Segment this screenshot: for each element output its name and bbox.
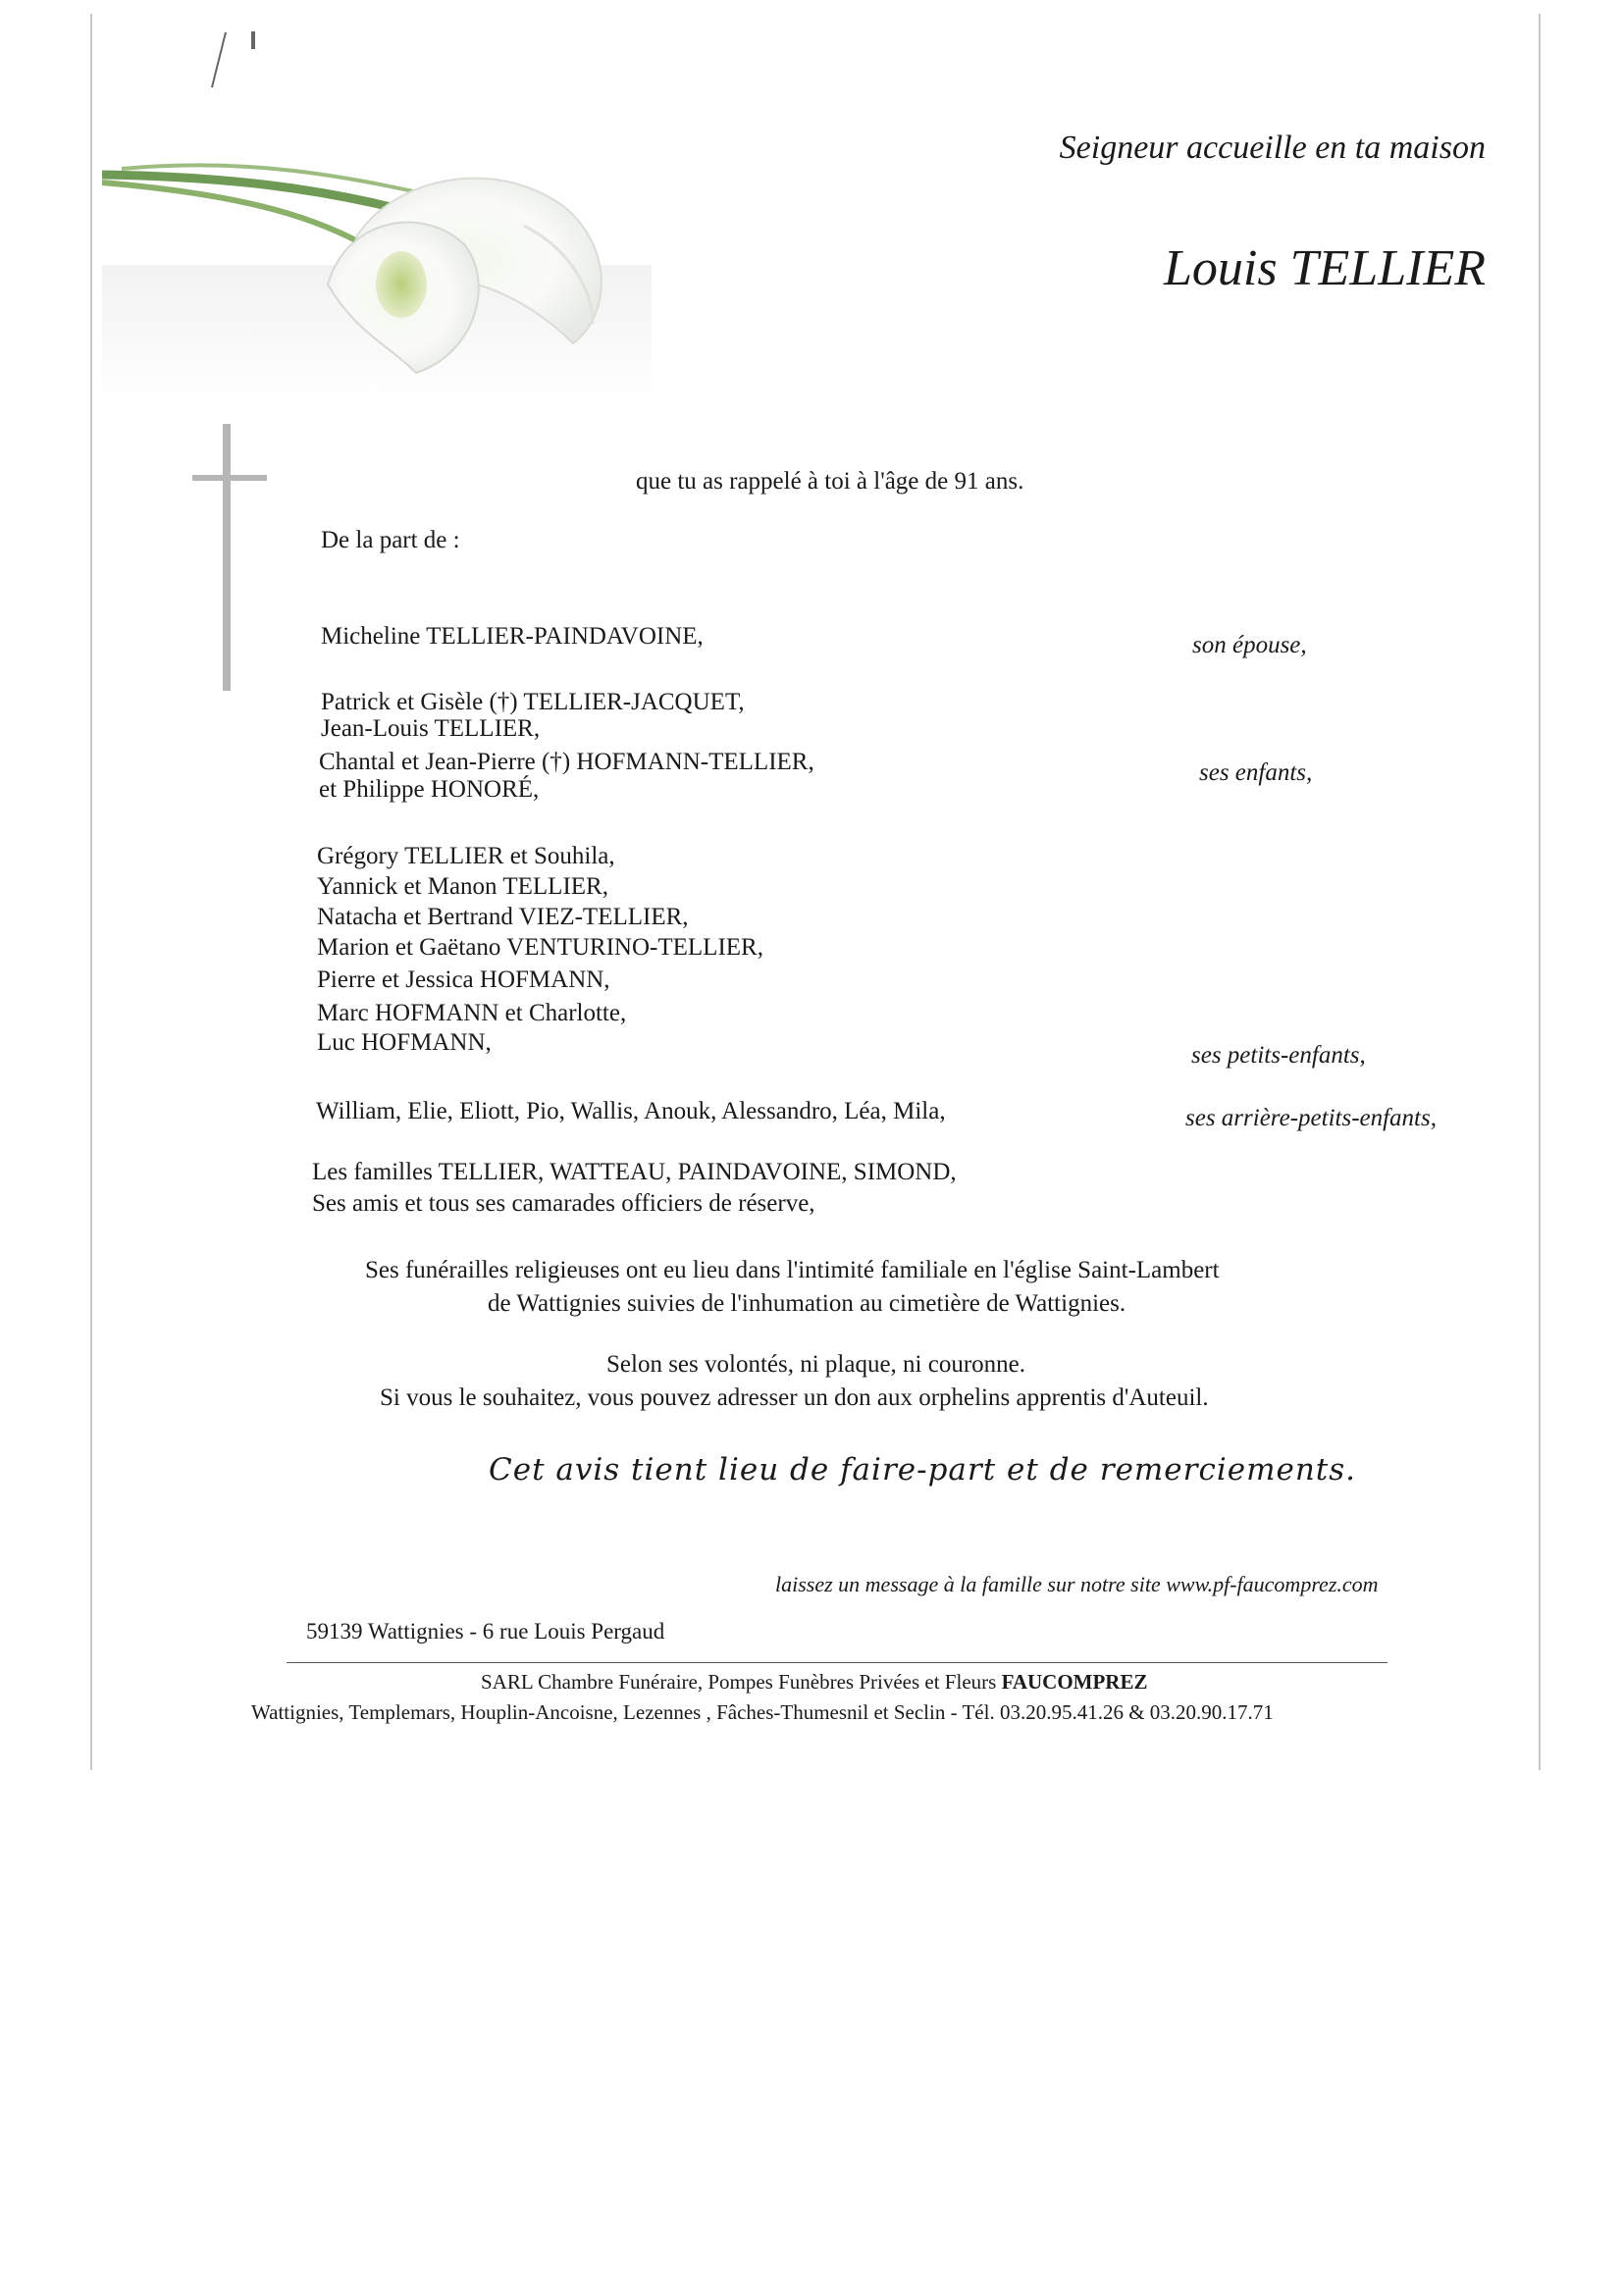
funeral-line-1: Ses funérailles religieuses ont eu lieu dans l'intimité familiale en l'église Saint-Lambert: [365, 1257, 1220, 1283]
wishes-line-2: Si vous le souhaitez, vous pouvez adresser un don aux orphelins apprentis d'Auteuil.: [380, 1384, 1209, 1411]
great-grandchildren-line: William, Elie, Eliott, Pio, Wallis, Anouk, Alessandro, Léa, Mila,: [316, 1098, 946, 1124]
grandchild-line: Pierre et Jessica HOFMANN,: [317, 966, 610, 993]
grandchild-line: Yannick et Manon TELLIER,: [317, 873, 608, 900]
other-families-line: Les familles TELLIER, WATTEAU, PAINDAVOINE, SIMOND,: [312, 1159, 957, 1185]
child-line: Jean-Louis TELLIER,: [321, 715, 541, 742]
age-line: que tu as rappelé à toi à l'âge de 91 ans.: [636, 468, 1024, 495]
spouse-role: son épouse,: [1192, 632, 1307, 658]
child-line: et Philippe HONORÉ,: [319, 776, 540, 803]
deceased-name: Louis TELLIER: [1164, 240, 1486, 296]
scan-mark-dot: [251, 31, 255, 49]
calla-lily-icon: [102, 118, 652, 402]
funeral-line-2: de Wattignies suivies de l'inhumation au cimetière de Wattignies.: [488, 1290, 1126, 1317]
website-note: laissez un message à la famille sur notre site www.pf-faucomprez.com: [775, 1572, 1379, 1596]
left-border-line: [90, 14, 92, 1770]
address-line: 59139 Wattignies - 6 rue Louis Pergaud: [306, 1619, 665, 1644]
children-role: ses enfants,: [1199, 759, 1313, 786]
company-line: [481, 1670, 1148, 1695]
friends-line: Ses amis et tous ses camarades officiers de réserve,: [312, 1190, 815, 1217]
company-prefix: SARL Chambre Funéraire, Pompes Funèbres Privées et Fleurs: [481, 1670, 1002, 1694]
from-label: De la part de :: [321, 527, 460, 553]
spouse-name: Micheline TELLIER-PAINDAVOINE,: [321, 623, 704, 650]
child-line: Chantal et Jean-Pierre (†) HOFMANN-TELLIER,: [319, 749, 814, 775]
cross-icon: [192, 424, 271, 691]
company-locations: Wattignies, Templemars, Houplin-Ancoisne, Lezennes , Fâches-Thumesnil et Seclin - Tél. 03.20.95.41.26 & 03.20.90.17.71: [251, 1700, 1274, 1724]
scan-mark: [211, 32, 227, 88]
grandchildren-role: ses petits-enfants,: [1191, 1042, 1366, 1069]
grandchild-line: Marc HOFMANN et Charlotte,: [317, 1000, 627, 1026]
great-grandchildren-role: ses arrière-petits-enfants,: [1185, 1105, 1437, 1131]
footer-rule: [287, 1662, 1387, 1663]
grandchild-line: Natacha et Bertrand VIEZ-TELLIER,: [317, 904, 689, 930]
child-line: Patrick et Gisèle (†) TELLIER-JACQUET,: [321, 689, 745, 715]
wishes-line-1: Selon ses volontés, ni plaque, ni couronne.: [606, 1351, 1026, 1378]
prayer-line: Seigneur accueille en ta maison: [1059, 130, 1486, 166]
company-name: FAUCOMPREZ: [1001, 1670, 1148, 1694]
grandchild-line: Marion et Gaëtano VENTURINO-TELLIER,: [317, 934, 763, 961]
grandchild-line: Grégory TELLIER et Souhila,: [317, 843, 615, 869]
right-border-line: [1539, 14, 1541, 1770]
closing-script: Cet avis tient lieu de faire-part et de remerciements.: [489, 1452, 1357, 1487]
grandchild-line: Luc HOFMANN,: [317, 1029, 492, 1056]
